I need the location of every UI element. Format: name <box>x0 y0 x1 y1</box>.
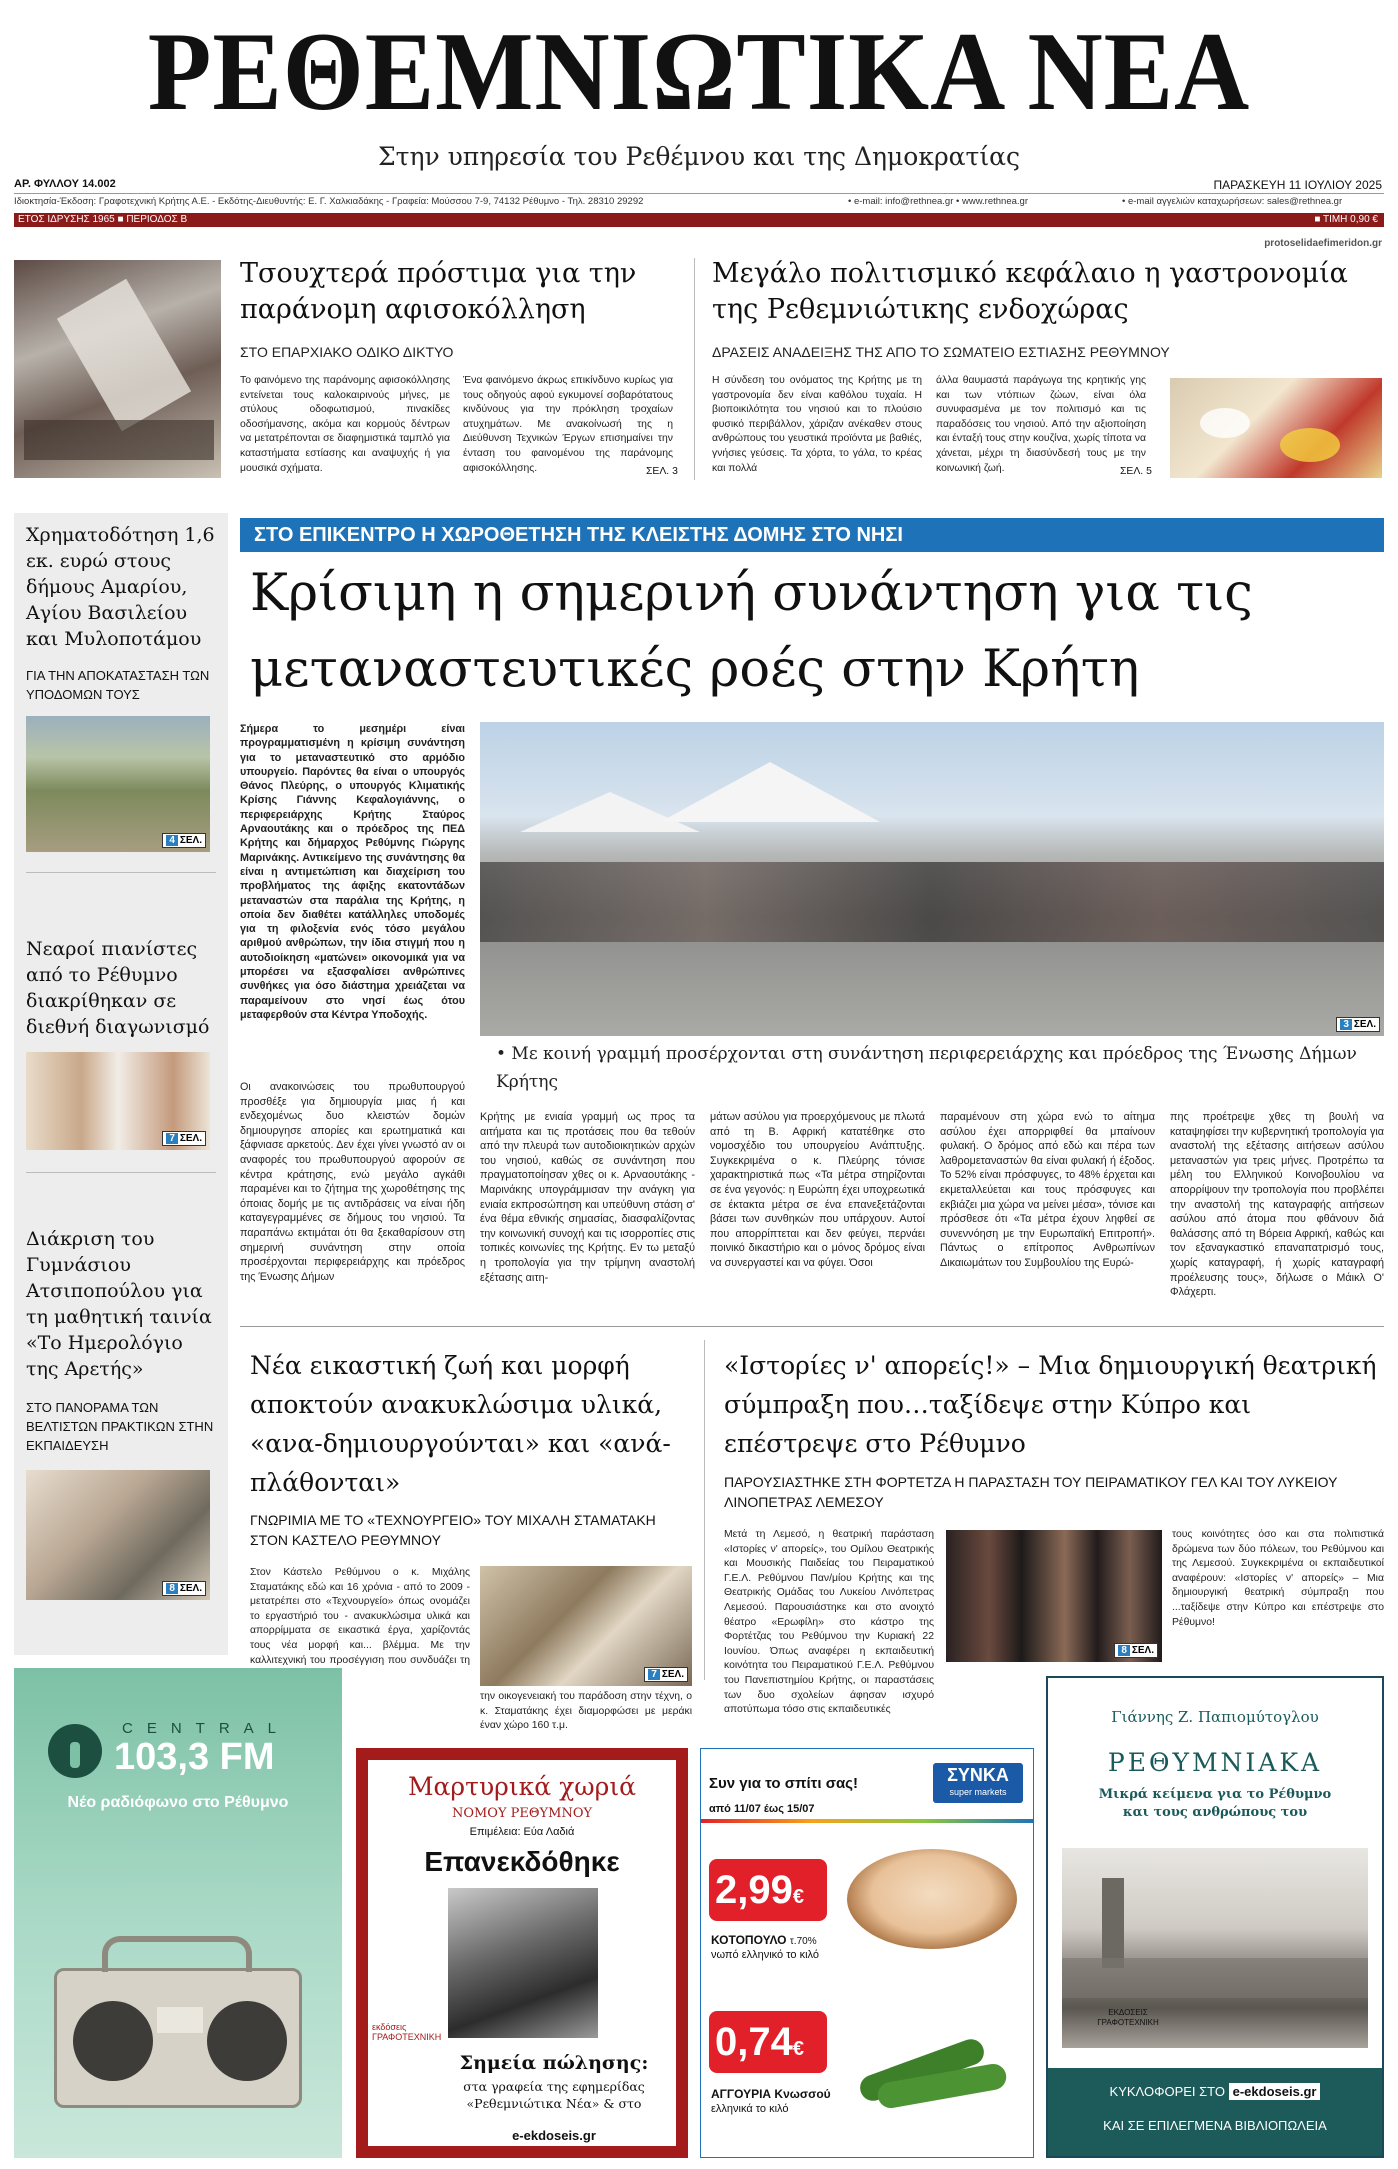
top-right-col2: άλλα θαυμαστά παράγωγα της κρητικής γης και των ντόπιων ζώων, είναι όλα συνυφασμένα με τον πολιτισμό και τις παραδόσεις του νησιού. Από την αξιοποίηση και ένταξή τους στην κουζίνα, χωρίς τίποτα να χάνεται, μέχρι τη διασύνδεσή τους με την κοινωνική ζωή. <box>936 375 1146 474</box>
sidebar-item-2-title: Νεαροί πιανίστες από το Ρέθυμνο διακρίθηκαν σε διεθνή διαγωνισμό <box>26 938 210 1038</box>
book2-author: Γιάννης Ζ. Παπιομύτογλου <box>1111 1708 1319 1726</box>
food-photo <box>1170 378 1382 478</box>
posters-photo <box>14 260 221 478</box>
lead-col2: Κρήτης με ενιαία γραμμή ως προς τα αιτήματα και τις προτάσεις που θα τεθούν από την πλευρά των αυτοδιοικητικών αρχών του νησιού, καθώς σε συνάντηση που πραγματοποίησαν χθες οι κ. Αρναουτάκης - Μαρινάκης υπογράμμισαν την ανάγκη για ενιαία εκπροσώπηση και υπεύθυνη στάση σ' ένα θέμα εθνικής σημασίας, διασφαλίζοντας την κοινωνική συνοχή και τις ισορροπίες στις τοπικές κοινωνίες της Κρήτης. Εν τω μεταξύ η τροπολογία για την τρίμηνη αναστολή εξέτασης αιτη- <box>480 1111 695 1284</box>
book2-avail: ΚΥΚΛΟΦΟΡΕΙ ΣΤΟ e-ekdoseis.gr <box>1048 2084 1382 2099</box>
top-left-kicker: ΣΤΟ ΕΠΑΡΧΙΑΚΟ ΟΔΙΚΟ ΔΙΚΤΥΟ <box>240 344 454 360</box>
supermarket-ad[interactable] <box>700 1748 1034 2158</box>
chicken-desc: νωπό ελληνικό το κιλό <box>711 1949 819 1961</box>
sidebar-item-2-photo: 7 ΣΕΛ. <box>26 1052 210 1150</box>
theatre-kicker: ΠΑΡΟΥΣΙΑΣΤΗΚΕ ΣΤΗ ΦΟΡΤΕΤΖΑ Η ΠΑΡΑΣΤΑΣΗ ΤΟΥ ΠΕΙΡΑΜΑΤΙΚΟΥ ΓΕΛ ΚΑΙ ΤΟΥ ΛΥΚΕΙΟΥ ΛΙΝΟΠΕΤΡΑΣ ΛΕΜΕΣΟΥ <box>724 1474 1338 1510</box>
sidebar-item-1-title: Χρηματοδότηση 1,6 εκ. ευρώ στους δήμους Αμαρίου, Αγίου Βασιλείου και Μυλοποτάμου <box>26 524 215 650</box>
chicken-name: ΚΟΤΟΠΟΥΛΟ τ.70% <box>711 1933 817 1947</box>
radio-brand: CENTRAL <box>122 1720 291 1737</box>
chicken-product-photo <box>847 1849 1017 1949</box>
radio-slogan: Νέο ραδιόφωνο στο Ρέθυμνο <box>67 1794 289 1811</box>
art-title: Νέα εικαστική ζωή και μορφή αποκτούν ανακυκλώσιμα υλικά, «ανα-δημιουργούνται» και «ανά-πλάθονται» <box>250 1351 671 1497</box>
top-left-col2: Ένα φαινόμενο άκρως επικίνδυνο κυρίως για τους οδηγούς αφού εγκυμονεί σοβαρότατους κινδύνους για την πρόκληση τροχαίων ατυχημάτων. Με ανακοίνωσή της η Διεύθυνση Τεχνικών Έργων επισημαίνει την ένταση του φαινομένου της παράνομης αφισοκόλλησης. <box>463 375 673 474</box>
book2-banner <box>1048 2068 1382 2158</box>
sidebar-item-3-photo: 8 ΣΕΛ. <box>26 1470 210 1600</box>
source-credit: protoselidaefimeridon.gr <box>1264 238 1382 249</box>
book2-subtitle: Μικρά κείμενα για το Ρέθυμνο και τους ανθρώπους του <box>1098 1787 1332 1820</box>
radio-device-icon <box>54 1968 302 2108</box>
lead-col5: πης προέτρεψε χθες τη βουλή να καταψηφίσει την κυβερνητική τροπολογία για αναστολή της εξέτασης αιτήσεων ασύλου μεταναστών για τρεις μήνες. Προτρέπω τα μέλη του Ελληνικού Κοινοβουλίου να απορρίψουν την τροπολογία που προβλέπει την αναστολή της καταγραφής αιτήσεων ασύλου από άτομα που φθάνουν διά θαλάσσης από τη Βόρεια Αφρική, καθώς και τον εξαναγκαστικό επαναπατρισμό τους, χωρίς καταγραφή, ή χωρίς καταγραφή προέλευσης τους», δήλωσε ο Μάικλ Ο' Φλάχερτι. <box>1170 1111 1384 1299</box>
book1-banner: Επανεκδόθηκε <box>424 1846 620 1877</box>
top-right-title: Μεγάλο πολιτισμικό κεφάλαιο η γαστρονομία της Ρεθεμνιώτικης ενδοχώρας <box>712 258 1348 325</box>
market-headline: Συν για το σπίτι σας! <box>709 1775 858 1792</box>
lead-intro: Σήμερα το μεσημέρι είναι προγραμματισμένη η κρίσιμη συνάντηση για το μεταναστευτικό στο αρμόδιο υπουργείο. Παρόντες θα είναι ο υπουργός Θάνος Πλεύρης, ο υπουργός Κλιματικής Κρίσης Γιάννης Κεφαλογιάννης, ο περιφερειάρχης Κρήτης Σταύρος Αρναουτάκης και ο πρόεδρος της ΠΕΔ Κρήτης και δήμαρχος Ρεθύμνης Γιώργης Μαρινάκης. Αντικείμενο της συνάντησης θα είναι η αντιμετώπιση και διαχείριση του προβλήματος της άφιξης εκατοντάδων μεταναστών στα παράλια της Κρήτης, η οποία δεν διαθέτει κατάλληλες υποδομές για τη φιλοξενία ενός τόσο μεγάλου αριθμού ανθρώπων, την ίδια στιγμή που η αυτοδιοίκηση «ματώνει» οικονομικά για να μπορέσει να εξασφαλίσει ανθρώπινες συνθήκες για όσο διάστημα χρειάζεται να παραμείνουν στο νησί έως ότου μεταφερθούν στα Κέντρα Υποδοχής. <box>240 723 465 1021</box>
price: ■ ΤΙΜΗ 0,90 € <box>1314 214 1378 225</box>
sidebar-item-3-title: Διάκριση του Γυμνάσιου Ατσιποπούλου για τη μαθητική ταινία «Το Ημερολόγιο της Αρετής» <box>26 1228 212 1380</box>
imprint: Ιδιοκτησία-Έκδοση: Γραφοτεχνική Κρήτης Α.Ε. - Εκδότης-Διευθυντής: Ε. Γ. Χαλκιαδάκης - Γραφεία: Μούσσου 7-9, 74132 Ρέθυμνο - Τηλ. 28310 29292 <box>14 196 644 207</box>
top-right-col1: Η σύνδεση του ονόματος της Κρήτης με τη γαστρονομία δεν είναι καθόλου τυχαία. Η βιοποικιλότητα του νησιού και το πλούσιο φυσικό περιβάλλον, χάριζαν ανέκαθεν στους ανθρώπους του γευστικά προϊόντα με βαθιές, γνήσιες γεύσεις. Τα χόρτα, το γάλα, το κρέας και πολλά <box>712 375 922 474</box>
lead-kicker: ΣΤΟ ΕΠΙΚΕΝΤΡΟ Η ΧΩΡΟΘΕΤΗΣΗ ΤΗΣ ΚΛΕΙΣΤΗΣ ΔΟΜΗΣ ΣΤΟ ΝΗΣΙ <box>240 518 1384 552</box>
book1-subtitle: ΝΟΜΟΥ ΡΕΘΥΜΝΟΥ <box>451 1806 593 1821</box>
masthead-strip <box>14 213 1384 227</box>
theatre-col2: τους κοινότητες όσο και στα πολιτιστικά δρώμενα των δύο πόλεων, του Ρεθύμνου και της Λεμεσού. Συγκεκριμένα οι εκπαιδευτικοί αναφέρουν: «Ιστορίες ν' απορείς» – Μια δημιουργική θεατρική σύμπραξη που ...ταξίδεψε στην Κύπρο και επέστρεψε στο Ρέθυμνο! <box>1172 1529 1384 1628</box>
issue-date: ΠΑΡΑΣΚΕΥΗ 11 ΙΟΥΛΙΟΥ 2025 <box>1213 178 1382 192</box>
cucumber-name: ΑΓΓΟΥΡΙΑ Κνωσσού <box>711 2087 831 2101</box>
book1-photo <box>448 1888 598 2038</box>
masthead-title: ΡΕΘΕΜΝΙΩΤΙΚΑ ΝΕΑ <box>147 10 1251 134</box>
issue-number: ΑΡ. ΦΥΛΛΟΥ 14.002 <box>14 178 116 190</box>
cucumber-product-photo <box>857 2017 1007 2107</box>
top-left-page: ΣΕΛ. 3 <box>646 466 678 477</box>
book2-avail2: ΚΑΙ ΣΕ ΕΠΙΛΕΓΜΕΝΑ ΒΙΒΛΙΟΠΩΛΕΙΑ <box>1103 2118 1327 2133</box>
lead-col4: παραμένουν στη χώρα ενώ το αίτημα ασύλου έχει απορριφθεί θα μπαίνουν φυλακή. Ο δρόμος από εδώ και πέρα των λαθρομεταναστών θα είναι φυλακή ή έξοδος. Το 52% είναι πρόσφυγες, το 48% έρχεται και εκμεταλλεύεται και τους πρόσφυγες και εκβιάζει μια χώρα να μείνει μέσα», τόνισε και πρόσθεσε ότι «Τα μέτρα έχουν ληφθεί σε συνεννόηση με την Ευρωπαϊκή Επιτροπή». Πάντως ο επίτροπος Ανθρωπίνων Δικαιωμάτων του Συμβουλίου της Ευρώ- <box>940 1111 1155 1269</box>
art-col2: την οικογενειακή του παράδοση στην τέχνη, ο κ. Σταματάκης έχει διαμορφώσει με μεράκι έναν χώρο 160 τ.μ. <box>480 1691 692 1732</box>
lead-col1: Οι ανακοινώσεις του πρωθυπουργού προσθέξε για δημιουργία μιας ή και ενδεχομένως δυο κλειστών δομών δημιουργησε απορίες και ερωτηματικά και ξάφνιασε αρκετούς. Δεν έχει γίνει γνωστό αν οι αναφορές του πρωθυπουργού αφορούν σε κέντρα κράτησης, ενώ μεγάλο αγκάθι παραμένει και το ζήτημα της χωροθέτησης της όποιας δομής με τις αντιδράσεις να είναι ήδη καταγεγραμμένες σε δήμους του νησιού. Τα παραπάνω εκτιμάται ότι θα ξεκαθαρίσουν στη σημερινή συνάντηση στην οποία προσέρχονται περιφερειάρχης και πρόεδρος της Ένωσης Δήμων <box>240 1081 465 1283</box>
theatre-col1: Μετά τη Λεμεσό, η θεατρική παράσταση «Ιστορίες ν' απορείς», του Ομίλου Θεατρικής και Μουσικής Παιδείας του Πειραματικού Γ.Ε.Λ. Ρεθύμνου Παν/μίου Κρήτης και της Θεατρικής Ομάδας του Λυκείου Λινόπετρας Λεμεσού. Παρουσιάστηκε και στο ανοιχτό θέατρο «Ερωφίλη» στο κάστρο της Φορτέτζας του Ρεθύμνου την Κυριακή 22 Ιουνίου. Όπως αναφέρει η εκπαιδευτική κοινότητα του Πειραματικού Γ.Ε.Λ. Ρεθύμνου του Πανεπιστημίου Κρήτης, οι παραστάσεις των δυο σχολείων άφησαν ισχυρό αποτύπωμα τόσο στις εκπαιδευτικές <box>724 1529 934 1716</box>
radio-frequency: 103,3 FM <box>114 1736 275 1778</box>
top-left-col1: Το φαινόμενο της παράνομης αφισοκόλλησης εντείνεται τους καλοκαιρινούς μήνες, με στύλους οδοφωτισμού, πινακίδες οδοσήμανσης, ακόμα και κορμούς δέντρων να μετατρέπονται σε διαφημιστικά ταμπλό για καταστήματα εστίασης και αναψυχής ή για μουσικά σχήματα. <box>240 375 450 474</box>
theatre-photo: 8 ΣΕΛ. <box>946 1530 1162 1662</box>
sidebar-item-3-kicker: ΣΤΟ ΠΑΝΟΡΑΜΑ ΤΩΝ ΒΕΛΤΙΣΤΩΝ ΠΡΑΚΤΙΚΩΝ ΣΤΗΝ ΕΚΠΑΙΔΕΥΣΗ <box>26 1400 214 1453</box>
book1-editor: Επιμέλεια: Εύα Λαδιά <box>469 1826 575 1838</box>
book2-publisher: ΕΚΔΟΣΕΙΣ ΓΡΑΦΟΤΕΧΝΙΚΗ <box>1097 2008 1159 2027</box>
lead-title: Κρίσιμη η σημερινή συνάντηση για τις μεταναστευτικές ροές στην Κρήτη <box>250 564 1253 699</box>
top-left-title: Τσουχτερά πρόστιμα για την παράνομη αφισοκόλληση <box>240 258 637 325</box>
price-tag-cucumber: 0,74€ <box>709 2011 827 2073</box>
contact-email: • e-mail: info@rethnea.gr • www.rethnea.gr <box>848 196 1028 207</box>
founded: ΕΤΟΣ ΙΔΡΥΣΗΣ 1965 ■ ΠΕΡΙΟΔΟΣ Β <box>18 214 188 225</box>
book1-title: Μαρτυρικά χωριά <box>407 1772 637 1801</box>
top-right-page: ΣΕΛ. 5 <box>1120 466 1152 477</box>
radio-ad[interactable] <box>14 1668 342 2158</box>
book-ad-rethymniaka[interactable] <box>1046 1676 1384 2158</box>
book2-title: ΡΕΘΥΜΝΙΑΚΑ <box>1107 1748 1323 1777</box>
ads-email: • e-mail αγγελιών καταχωρήσεων: sales@rethnea.gr <box>1122 196 1343 207</box>
price-tag-chicken: 2,99€ <box>709 1859 827 1921</box>
market-logo: ΣΥΝΚΑ super markets <box>933 1763 1023 1803</box>
art-kicker: ΓΝΩΡΙΜΙΑ ΜΕ ΤΟ «ΤΕΧΝΟΥΡΓΕΙΟ» ΤΟΥ ΜΙΧΑΛΗ ΣΤΑΜΑΤΑΚΗ ΣΤΟΝ ΚΑΣΤΕΛΟ ΡΕΘΥΜΝΟΥ <box>250 1512 656 1548</box>
sidebar-item-1-kicker: ΓΙΑ ΤΗΝ ΑΠΟΚΑΤΑΣΤΑΣΗ ΤΩΝ ΥΠΟΔΟΜΩΝ ΤΟΥΣ <box>26 668 210 702</box>
lead-caption: • Με κοινή γραμμή προσέρχονται στη συνάντηση περιφερειάρχης και πρόεδρος της Ένωσης Δήμων Κρήτης <box>496 1044 1357 1092</box>
book1-sale-title: Σημεία πώλησης: <box>459 2052 649 2074</box>
book-ad-martyrika[interactable] <box>356 1748 688 2158</box>
market-period: από 11/07 έως 15/07 <box>709 1803 815 1815</box>
art-col1: Στον Κάστελο Ρεθύμνου ο κ. Μιχάλης Σταματάκης εδώ και 16 χρόνια - από το 2009 - μετατρέπει στο «Τεχνουργείο» όπως ονομάζει το εργαστήριό του - ανακυκλώσιμα υλικά και απορρίμματα σε εικαστικά έργα, χαρίζοντάς τους νέα μορφή και... βλέμμα. Με την καλλιτεχνική του προσέγγιση που συνδυάζει τη <box>250 1567 470 1666</box>
book2-site[interactable]: e-ekdoseis.gr <box>1229 2083 1321 2100</box>
top-right-kicker: ΔΡΑΣΕΙΣ ΑΝΑΔΕΙΞΗΣ ΤΗΣ ΑΠΟ ΤΟ ΣΩΜΑΤΕΙΟ ΕΣΤΙΑΣΗΣ ΡΕΘΥΜΝΟΥ <box>712 344 1170 360</box>
lead-col3: μάτων ασύλου για προερχόμενους με πλωτά από τη Β. Αφρική κατατέθηκε στο νομοσχέδιο του υπουργείου Ανάπτυξης. Συγκεκριμένα ο κ. Πλεύρης τόνισε χαρακτηριστικά πως «Τα μέτρα στηρίζονται σε ένα γεγονός: η Ευρώπη έχει υποχρεωτικά σε έκτακτα μέτρα σε ένα επανεξετάζονται βάσει των συνθηκών που υπάρχουν. Αυτοί που απορρίπτεται και δεν φεύγει, περνάει ποινικό δικαστήριο και ο μόνος δρόμος είναι να συνεργαστεί και να φύγει. Όσοι <box>710 1111 925 1269</box>
book1-publisher: εκδόσεις ΓΡΑΦΟΤΕΧΝΙΚΗ <box>372 2022 442 2042</box>
book1-site[interactable]: e-ekdoseis.gr <box>512 2128 596 2143</box>
cucumber-desc: ελληνικά το κιλό <box>711 2103 789 2115</box>
sidebar-item-1-photo: 4 ΣΕΛ. <box>26 716 210 852</box>
book1-where: στα γραφεία της εφημερίδας «Ρεθεμνιώτικα Νέα» & στο <box>463 2079 645 2111</box>
lead-photo: 3 ΣΕΛ. <box>480 722 1384 1036</box>
art-photo: 7 ΣΕΛ. <box>480 1566 692 1686</box>
masthead-subtitle: Στην υπηρεσία του Ρεθέμνου και της Δημοκρατίας <box>377 142 1021 171</box>
theatre-title: «Ιστορίες ν' απορείς!» – Μια δημιουργική θεατρική σύμπραξη που…ταξίδεψε στην Κύπρο και επέστρεψε στο Ρέθυμνο <box>724 1351 1377 1458</box>
